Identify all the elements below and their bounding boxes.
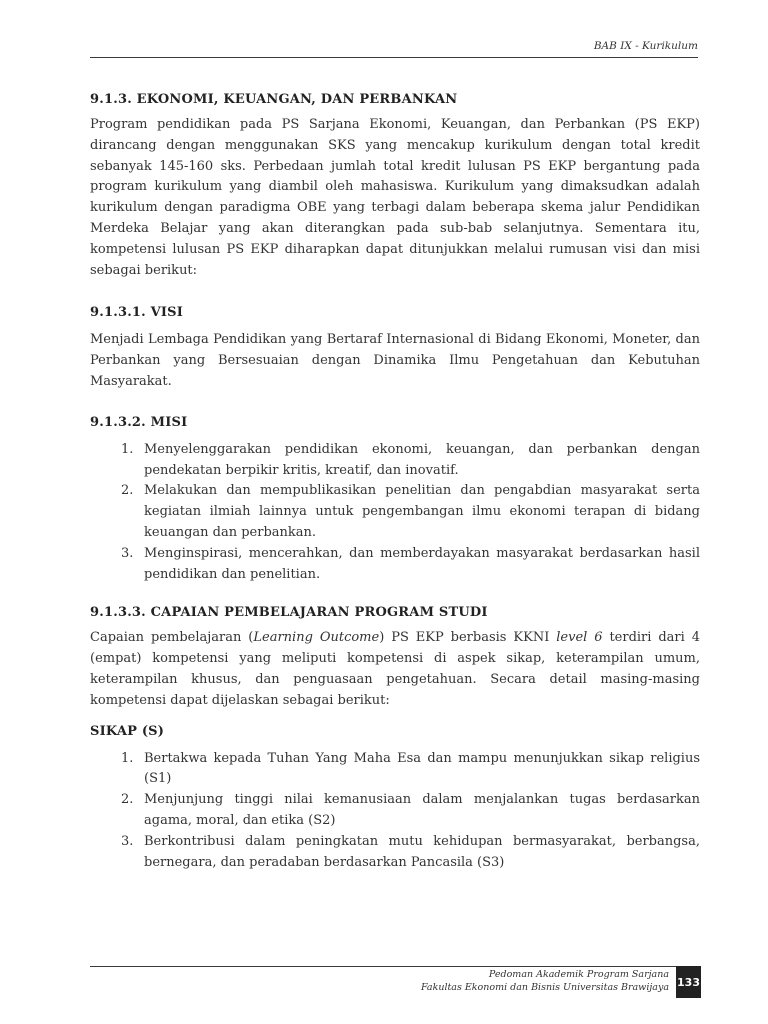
level-term: level 6 bbox=[556, 630, 603, 646]
misi-item-text: Menyelenggarakan pendidikan ekonomi, keuangan, dan perbankan dengan pendekatan berpikir kritis, kreatif, dan inovatif. bbox=[144, 441, 700, 478]
misi-item-number: 2. bbox=[121, 483, 134, 499]
running-title: BAB IX - Kurikulum bbox=[593, 40, 698, 52]
sikap-item-text: Menjunjung tinggi nilai kemanusiaan dalam menjalankan tugas berdasarkan agama, moral, dan etika (S2) bbox=[144, 792, 700, 828]
sikap-item bbox=[90, 832, 700, 874]
capaian-text-part2: ) PS EKP berbasis KKNI bbox=[379, 630, 557, 646]
page-number: 133 bbox=[676, 966, 701, 998]
footer-rule bbox=[90, 966, 676, 967]
misi-item bbox=[90, 544, 700, 586]
misi-item bbox=[90, 440, 700, 482]
sikap-list bbox=[90, 749, 700, 874]
section-heading-913: 9.1.3. EKONOMI, KEUANGAN, DAN PERBANKAN bbox=[90, 92, 458, 107]
page-content bbox=[90, 92, 700, 873]
misi-list bbox=[90, 440, 700, 586]
misi-heading: 9.1.3.2. MISI bbox=[90, 414, 188, 430]
capaian-text bbox=[90, 628, 700, 711]
section-913-intro: Program pendidikan pada PS Sarjana Ekonomi, Keuangan, dan Perbankan (PS EKP) dirancang dengan menggunakan SKS yang mencakup kurikulum dengan total kredit sebanyak 145-160 sks. Perbedaan jumlah total kredit lulusan PS EKP bergantung pada program kurikulum yang diambil oleh mahasiswa. Kurikulum yang dimaksudkan adalah kurikulum dengan paradigma OBE yang terbagi dalam beberapa skema jalur Pendidikan Merdeka Belajar yang akan diterangkan pada sub-bab selanjutnya. Sementara itu, kompetensi lulusan PS EKP diharapkan dapat ditunjukkan melalui rumusan visi dan misi sebagai berikut: bbox=[90, 117, 700, 278]
capaian-text-part3: terdiri dari 4 (empat) kompetensi yang meliputi kompetensi di aspek sikap, keterampilan umum, keterampilan khusus, dan penguasaan pengetahuan. Secara detail masing-masing kompetensi dapat dijelaskan sebagai berikut: bbox=[90, 630, 700, 708]
capaian-heading: 9.1.3.3. CAPAIAN PEMBELAJARAN PROGRAM STUDI bbox=[90, 605, 488, 621]
misi-item bbox=[90, 481, 700, 543]
misi-item-text: Melakukan dan mempublikasikan penelitian dan pengabdian masyarakat serta kegiatan ilmiah lainnya untuk pengembangan ilmu ekonomi terapan di bidang keuangan dan perbankan. bbox=[144, 483, 700, 540]
sikap-item-text: Bertakwa kepada Tuhan Yang Maha Esa dan mampu menunjukkan sikap religius (S1) bbox=[144, 750, 700, 787]
running-header bbox=[90, 40, 698, 58]
capaian-text-part1: Capaian pembelajaran ( bbox=[90, 630, 254, 646]
learning-outcome-term: Learning Outcome bbox=[253, 630, 380, 646]
footer-line-2: Fakultas Ekonomi dan Bisnis Universitas Brawijaya bbox=[420, 981, 669, 993]
misi-item-text: Menginspirasi, mencerahkan, dan memberdayakan masyarakat berdasarkan hasil pendidikan dan penelitian. bbox=[144, 545, 700, 582]
footer-text bbox=[421, 969, 669, 994]
sikap-item-number: 1. bbox=[121, 750, 134, 766]
sikap-item bbox=[90, 749, 700, 791]
misi-item-number: 3. bbox=[121, 545, 134, 561]
sikap-item-number: 2. bbox=[121, 792, 134, 808]
visi-text: Menjadi Lembaga Pendidikan yang Bertaraf Internasional di Bidang Ekonomi, Moneter, dan Perbankan yang Bersesuaian dengan Dinamika Ilmu Pengetahuan dan Kebutuhan Masyarakat. bbox=[90, 332, 700, 389]
footer-line-1: Pedoman Akademik Program Sarjana bbox=[488, 969, 669, 980]
sikap-item bbox=[90, 790, 700, 832]
sikap-item-number: 3. bbox=[121, 833, 134, 849]
visi-heading: 9.1.3.1. VISI bbox=[90, 305, 184, 321]
misi-item-number: 1. bbox=[121, 441, 134, 457]
sikap-heading: SIKAP (S) bbox=[90, 723, 165, 739]
sikap-item-text: Berkontribusi dalam peningkatan mutu kehidupan bermasyarakat, berbangsa, bernegara, dan peradaban berdasarkan Pancasila (S3) bbox=[144, 833, 700, 870]
